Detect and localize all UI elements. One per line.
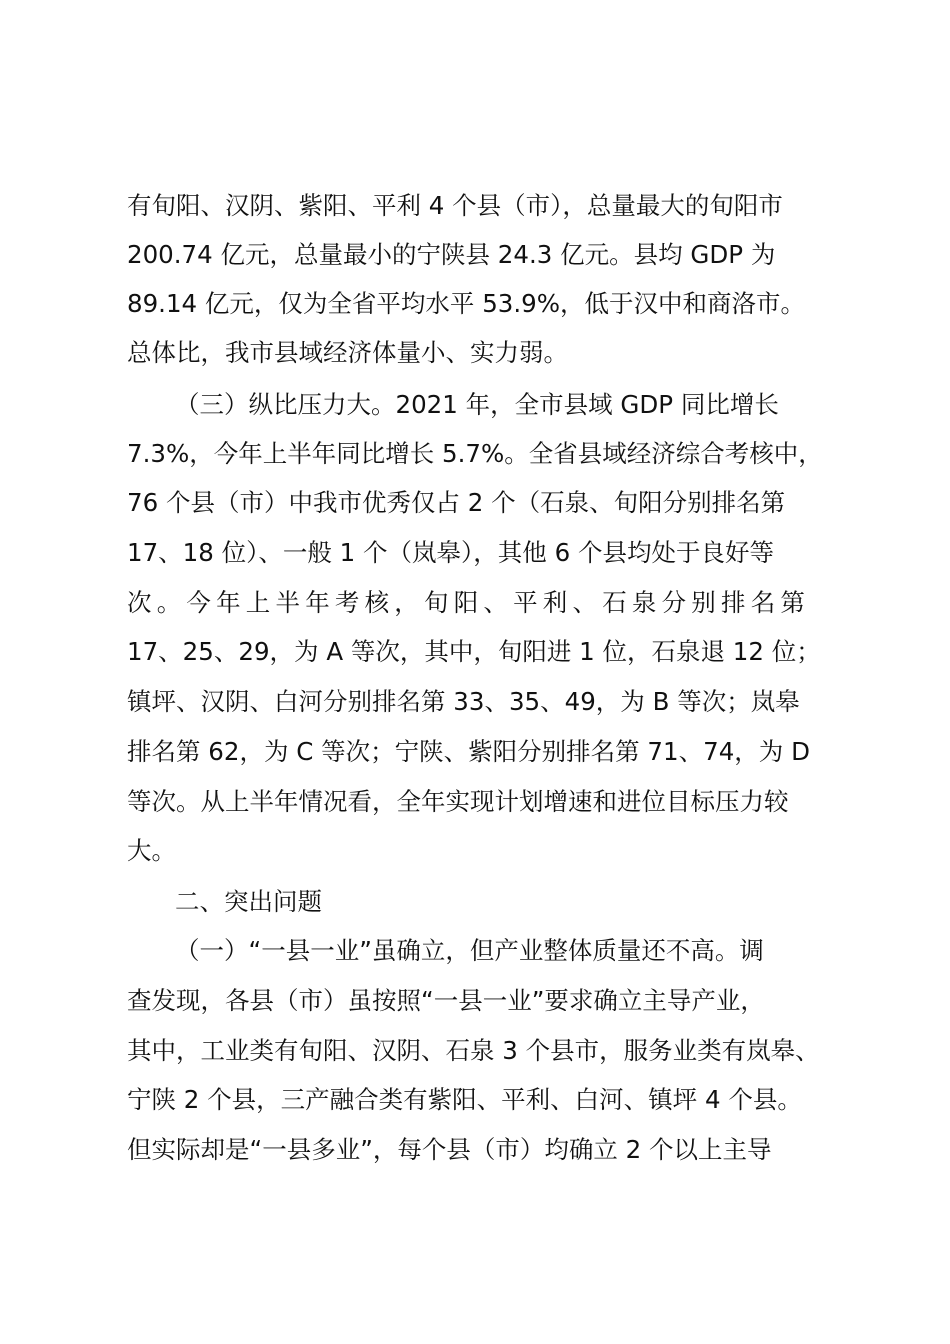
body-text-line: 镇坪、汉阴、白河分别排名第 33、35、49，为 B 等次；岚皋 (127, 687, 800, 716)
body-text-line: 等次。从上半年情况看，全年实现计划增速和进位目标压力较 (127, 787, 789, 816)
body-text-line: 大。 (127, 836, 176, 865)
body-text-line: 200.74 亿元，总量最小的宁陕县 24.3 亿元。县均 GDP 为 (127, 240, 776, 269)
body-text-line: 76 个县（市）中我市优秀仅占 2 个（石泉、旬阳分别排名第 (127, 488, 786, 517)
body-text-line: 总体比，我市县域经济体量小、实力弱。 (127, 338, 568, 367)
body-text-line: 排名第 62，为 C 等次；宁陕、紫阳分别排名第 71、74，为 D (127, 737, 810, 766)
body-text-line: 89.14 亿元，仅为全省平均水平 53.9%，低于汉中和商洛市。 (127, 289, 806, 318)
body-text-line: 17、18 位）、一般 1 个（岚皋），其他 6 个县均处于良好等 (127, 538, 774, 567)
paragraph-first-line: （一）“一县一业”虽确立，但产业整体质量还不高。调 (175, 936, 764, 965)
body-text-line: 宁陕 2 个县，三产融合类有紫阳、平利、白河、镇坪 4 个县。 (127, 1085, 802, 1114)
paragraph-first-line: （三）纵比压力大。2021 年，全市县域 GDP 同比增长 (175, 390, 779, 419)
body-text-line: 但实际却是“一县多业”，每个县（市）均确立 2 个以上主导 (127, 1135, 772, 1164)
body-text-line: 17、25、29，为 A 等次，其中，旬阳进 1 位，石泉退 12 位； (127, 637, 821, 666)
body-text-line: 其中，工业类有旬阳、汉阴、石泉 3 个县市，服务业类有岚皋、 (127, 1036, 820, 1065)
body-text-line: 7.3%，今年上半年同比增长 5.7%。全省县域经济综合考核中， (127, 439, 823, 468)
body-text-line: 查发现，各县（市）虽按照“一县一业”要求确立主导产业， (127, 986, 765, 1015)
body-text-line: 次。今年上半年考核，旬阳、平利、石泉分别排名第 (127, 588, 811, 617)
body-text-line: 有旬阳、汉阴、紫阳、平利 4 个县（市），总量最大的旬阳市 (127, 191, 783, 220)
section-heading: 二、突出问题 (175, 887, 322, 916)
